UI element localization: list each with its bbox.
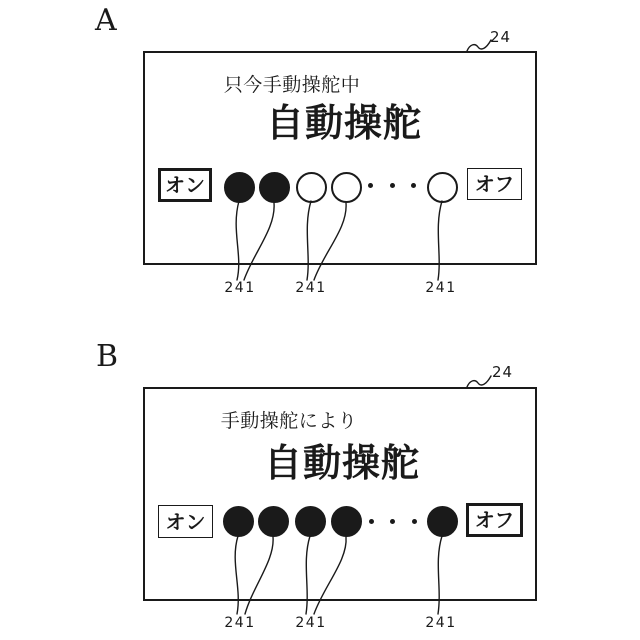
panel-b-ellipsis-dot <box>390 519 395 524</box>
panel-a-indicator-lamp-1 <box>224 172 255 203</box>
panel-b-indicator-lamp-5 <box>427 506 458 537</box>
panel-b-callout-241-3: 241 <box>425 615 457 631</box>
panel-a-off-button[interactable] <box>467 168 522 200</box>
panel-a-on-button-label: オン <box>165 173 205 197</box>
panel-a-indicator-lamp-5 <box>427 172 458 203</box>
panel-b-callout-241-2: 241 <box>295 615 327 631</box>
panel-a-status-text: 只今手動操舵中 <box>223 74 361 96</box>
panel-b-indicator-lamp-4 <box>331 506 362 537</box>
panel-a-ref-squiggle-line <box>467 40 491 51</box>
panel-b-off-button[interactable] <box>466 503 523 537</box>
panel-a-off-button-label: オフ <box>474 172 515 196</box>
panel-a-callout-241-1: 241 <box>224 280 256 296</box>
panel-b-off-button-label: オフ <box>474 508 515 532</box>
panel-b-indicator-lamp-1 <box>223 506 254 537</box>
panel-a-ellipsis-dot <box>368 183 373 188</box>
panel-a-label: A <box>95 3 117 38</box>
panel-b-indicator-lamp-3 <box>295 506 326 537</box>
panel-b-title-text: 自動操舵 <box>263 441 420 485</box>
panel-a-on-button[interactable] <box>158 168 212 202</box>
panel-b-indicator-lamp-2 <box>258 506 289 537</box>
panel-b-status-text: 手動操舵により <box>220 410 358 432</box>
panel-b-ellipsis-dot <box>369 519 374 524</box>
panel-b-on-button[interactable] <box>158 505 213 538</box>
panel-b-callout-241-1: 241 <box>224 615 256 631</box>
panel-b-on-button-label: オン <box>165 509 206 534</box>
panel-a-indicator-lamp-3 <box>296 172 327 203</box>
panel-a-ellipsis-dot <box>390 183 395 188</box>
panel-a-indicator-lamp-4 <box>331 172 362 203</box>
panel-a-ref-number: 24 <box>490 28 512 46</box>
panel-a-callout-241-2: 241 <box>295 280 327 296</box>
panel-a-title-text: 自動操舵 <box>265 101 422 145</box>
panel-b-ref-squiggle-line <box>467 376 491 387</box>
panel-b-ref-number: 24 <box>492 363 514 381</box>
panel-b-ellipsis-dot <box>412 519 417 524</box>
panel-a-indicator-lamp-2 <box>259 172 290 203</box>
panel-a-callout-241-3: 241 <box>425 280 457 296</box>
panel-b-label: B <box>96 339 119 374</box>
panel-a-ellipsis-dot <box>411 183 416 188</box>
